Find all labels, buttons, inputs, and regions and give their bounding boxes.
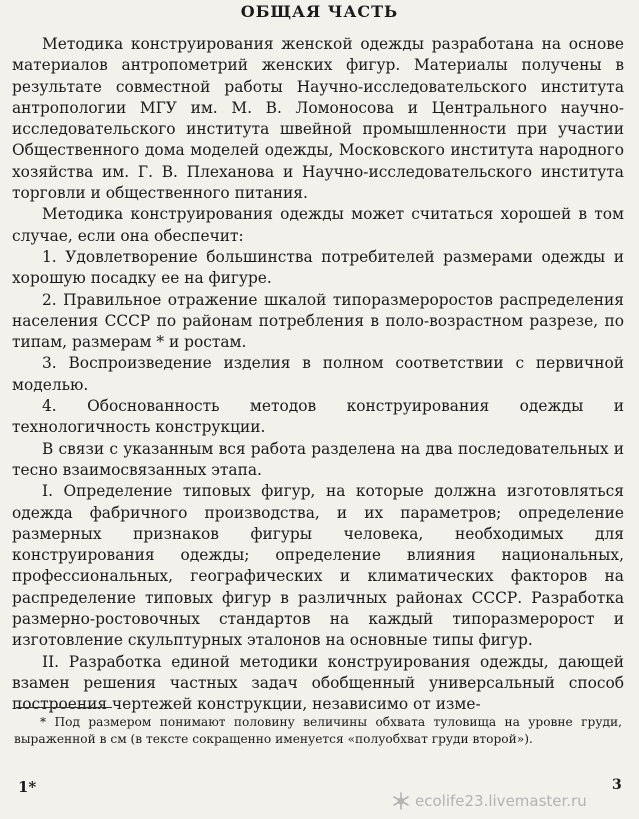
watermark [392, 792, 587, 810]
paragraph-stages-lead: В связи с указанным вся работа разделена на два последовательных и тесно взаимосвязанных этапа. [12, 439, 624, 479]
paragraph-item-1: 1. Удовлетворение большинства потребителей размерами одежды и хорошую посадку ее на фигуре. [12, 247, 624, 288]
paragraph-item-4: 4. Обоснованность методов конструирования одежды и технологичность конструкции. [12, 397, 624, 437]
footnote: * Под размером понимают половину величины обхвата туловища на уровне груди, выраженной в см (в тексте сокращенно именуется «полуобхват груди второй»). [14, 715, 622, 746]
paragraph-intro: Методика конструирования женской одежды разработана на основе материалов антропометрий женских фигур. Материалы получены в результате совместной работы Научно-исследовательского института антропологии МГУ им. М. В. Ломоносова и Центрального научно-исследовательского института швейной промышленности при участии Общественного дома моделей одежды, Московского института народного хозяйства им. Г. В. Плеханова и Научно-исследовательского института торговли и общественного питания. [12, 35, 624, 203]
snowflake-icon [392, 792, 410, 810]
signature-mark: 1* [18, 778, 37, 796]
paragraph-item-2: 2. Правильное отражение шкалой типоразмероростов распределения населения СССР по районам потребления в поло-возрастном разрезе, по типам, размерам * и ростам. [12, 290, 624, 352]
paragraph-stage-1: I. Определение типовых фигур, на которые должна изготовляться одежда фабричного производства, и их параметров; определение размерных признаков фигуры человека, необходимых для конструирования одежды; определение влияния национальных, профессиональных, географических и климатических факторов на распределение типовых фигур в различных районах СССР. Разработка размерно-ростовочных стандартов на каждый типоразмеророст и изготовление скульптурных эталонов на основные типы фигур. [12, 482, 624, 650]
page-number: 3 [612, 777, 622, 793]
paragraph-item-3: 3. Воспроизведение изделия в полном соответствии с первичной моделью. [12, 354, 624, 394]
main-text [12, 34, 624, 716]
footnote-divider [16, 707, 112, 708]
paragraph-criteria-lead: Методика конструирования одежды может считаться хорошей в том случае, если она обеспечит: [12, 205, 624, 245]
paragraph-stage-2: II. Разработка единой методики конструирования одежды, дающей взамен решения частных задач обобщенный универсальный способ построения чертежей конструкции, независимо от изме- [12, 652, 624, 714]
page-title: ОБЩАЯ ЧАСТЬ [240, 2, 399, 21]
watermark-text: ecolife23.livemaster.ru [415, 792, 587, 810]
